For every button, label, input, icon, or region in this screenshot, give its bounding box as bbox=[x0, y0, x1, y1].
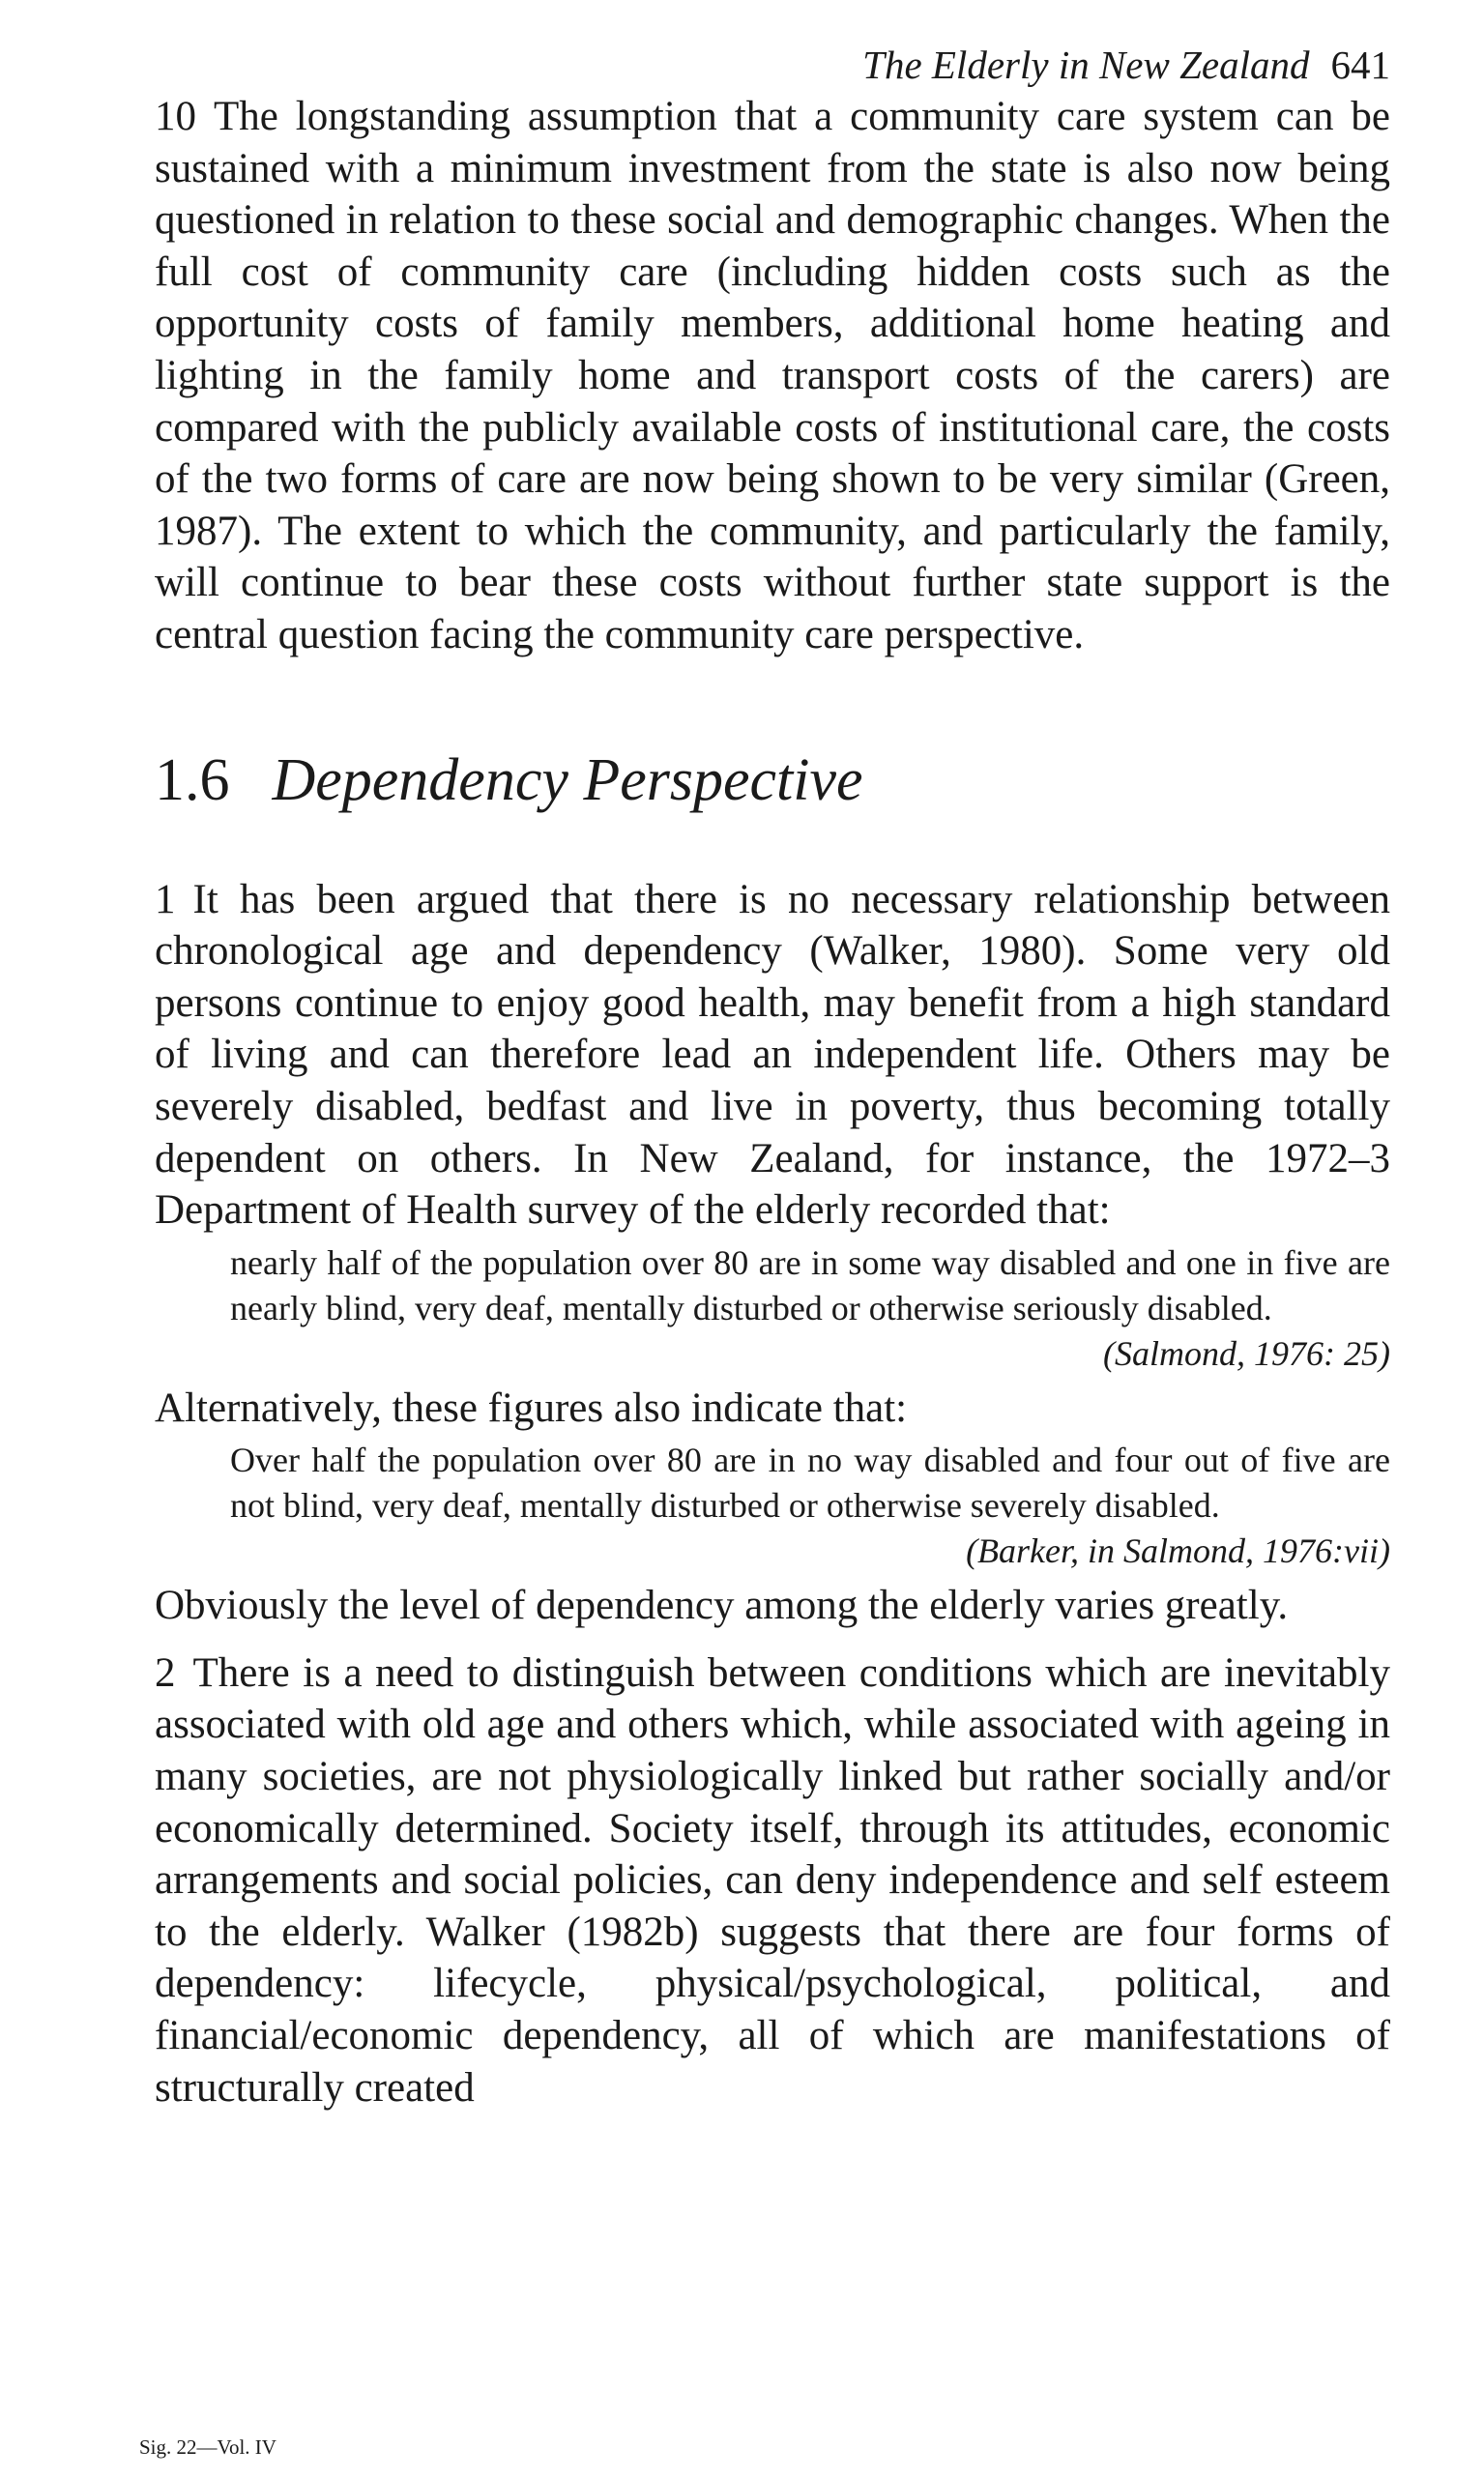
paragraph-number: 10 bbox=[155, 94, 196, 139]
page-number: 641 bbox=[1330, 43, 1390, 87]
bridge-sentence: Alternatively, these figures also indicate that: bbox=[155, 1385, 908, 1431]
section-heading bbox=[155, 746, 1390, 814]
paragraph-text: There is a need to distinguish between conditions which are inevitably associated with old age and others which, while associated with ageing in many societies, are not physiologically linked but rather socially and/or economically determined. Society itself, through its attitudes, economic arrangements and social policies, can deny independence and self esteem to the elderly. Walker (1982b) suggests that there are four forms of dependency: lifecycle, physical/psychological, political, and financial/economic dependency, all of which are manifestations of structurally created bbox=[155, 1649, 1390, 2111]
section-number: 1.6 bbox=[155, 746, 230, 813]
running-head-title: The Elderly in New Zealand bbox=[862, 43, 1310, 87]
running-head bbox=[155, 39, 1390, 91]
quote-text: Over half the population over 80 are in no way disabled and four out of five are not blind, very deaf, mentally disturbed or otherwise severely disabled. bbox=[230, 1441, 1390, 1526]
paragraph-gap bbox=[155, 1632, 1390, 1647]
block-quote-1 bbox=[230, 1240, 1390, 1377]
signature-mark: Sig. 22—Vol. IV bbox=[139, 2435, 276, 2459]
paragraph-text: The longstanding assumption that a community care system can be sustained with a minimum investment from the state is also now being questioned in relation to these social and demographic changes. When the full cost of community care (including hidden costs such as the opportunity costs of family members, additional home heating and lighting in the family home and transport costs of the carers) are compared with the publicly available costs of institutional care, the costs of the two forms of care are now being shown to be very similar (Green, 1987). The extent to which the community, and particularly the family, will continue to bear these costs without further state support is the central question facing the community care perspective. bbox=[155, 94, 1390, 657]
conclusion-sentence: Obviously the level of dependency among the elderly varies greatly. bbox=[155, 1583, 1289, 1629]
section-title: Dependency Perspective bbox=[272, 746, 863, 813]
paragraph-1 bbox=[155, 874, 1390, 1237]
quote-citation: (Barker, in Salmond, 1976:vii) bbox=[966, 1531, 1390, 1571]
block-quote-2 bbox=[230, 1438, 1390, 1574]
page bbox=[155, 39, 1390, 2114]
quote-text: nearly half of the population over 80 are in some way disabled and one in five are nearly blind, very deaf, mentally disturbed or otherwise seriously disabled. bbox=[230, 1242, 1390, 1327]
quote-citation: (Salmond, 1976: 25) bbox=[1103, 1333, 1390, 1373]
paragraph-10 bbox=[155, 91, 1390, 661]
paragraph-number: 2 bbox=[155, 1649, 176, 1696]
paragraph-2 bbox=[155, 1647, 1390, 2114]
paragraph-text: It has been argued that there is no necessary relationship between chronological age and dependency (Walker, 1980). Some very old persons continue to enjoy good health, may benefit from a high standard of living and can therefore lead an independent life. Others may be severely disabled, bedfast and live in poverty, thus becoming totally dependent on others. In New Zealand, for instance, the 1972–3 Department of Health survey of the elderly recorded that: bbox=[155, 876, 1390, 1234]
paragraph-number: 1 bbox=[155, 876, 176, 922]
